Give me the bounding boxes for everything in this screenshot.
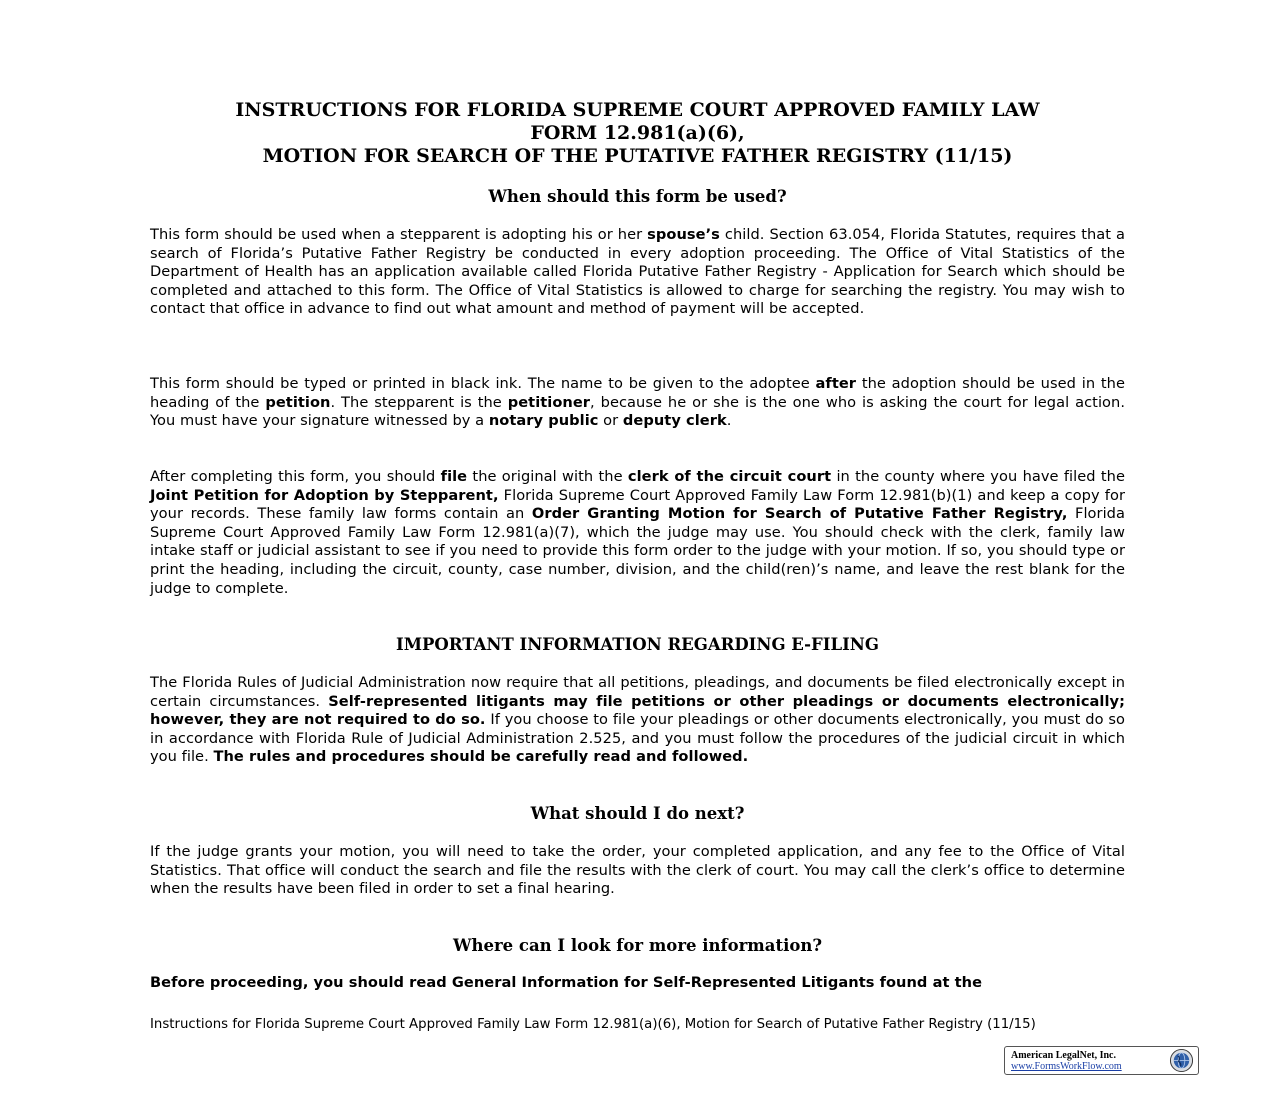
title-line-3: MOTION FOR SEARCH OF THE PUTATIVE FATHER REGISTRY (11/15) (262, 145, 1013, 167)
logo-website-link[interactable]: www.FormsWorkFlow.com (1011, 1061, 1122, 1072)
paragraph-what-next: If the judge grants your motion, you will need to take the order, your completed application, and any fee to the Office of Vital Statistics. That office will conduct the search and file the results with the clerk of court. You may call the clerk’s office to determine when the results have been filed in order to set a final hearing. (150, 843, 1125, 898)
document-title (150, 99, 1125, 168)
title-line-1: INSTRUCTIONS FOR FLORIDA SUPREME COURT APPROVED FAMILY LAW (235, 99, 1040, 121)
page-footer: Instructions for Florida Supreme Court Approved Family Law Form 12.981(a)(6), Motion for Search of Putative Father Registry (11/15) (150, 1017, 1036, 1032)
globe-icon (1169, 1048, 1194, 1073)
logo-company-name: American LegalNet, Inc. (1011, 1050, 1116, 1061)
american-legalnet-logo[interactable] (1004, 1046, 1199, 1075)
title-line-2: FORM 12.981(a)(6), (530, 122, 745, 144)
heading-more-information: Where can I look for more information? (452, 936, 823, 955)
paragraph-filing-instructions: After completing this form, you should file the original with the clerk of the circuit court in the county where you have filed the Joint Petition for Adoption by Stepparent, Florida Supreme Court Approved Family Law Form 12.981(b)(1) and keep a copy for your records. These family law forms contain an Order Granting Motion for Search of Putative Father Registry, Florida Supreme Court Approved Family Law Form 12.981(a)(7), which the judge may use. You should check with the clerk, family law intake staff or judicial assistant to see if you need to provide this form order to the judge with your motion. If so, you should type or print the heading, including the circuit, county, case number, division, and the child(ren)’s name, and leave the rest blank for the judge to complete. (150, 468, 1125, 597)
heading-what-next: What should I do next? (530, 804, 745, 823)
heading-efiling: IMPORTANT INFORMATION REGARDING E-FILING (396, 635, 879, 654)
heading-when-used: When should this form be used? (488, 187, 787, 206)
paragraph-efiling: The Florida Rules of Judicial Administration now require that all petitions, pleadings, and documents be filed electronically except in certain circumstances. Self-represented litigants may file petitions or other pleadings or documents electronically; however, they are not required to do so. If you choose to file your pleadings or other documents electronically, you must do so in accordance with Florida Rule of Judicial Administration 2.525, and you must follow the procedures of the judicial circuit in which you file. The rules and procedures should be carefully read and followed. (150, 674, 1125, 766)
paragraph-typing-instructions: This form should be typed or printed in black ink. The name to be given to the adoptee after the adoption should be used in the heading of the petition. The stepparent is the petitioner, because he or she is the one who is asking the court for legal action. You must have your signature witnessed by a notary public or deputy clerk. (150, 375, 1126, 430)
paragraph-more-information: Before proceeding, you should read General Information for Self-Represented Litigants found at the (150, 974, 983, 991)
paragraph-when-used: This form should be used when a stepparent is adopting his or her spouse’s child. Section 63.054, Florida Statutes, requires that a search of Florida’s Putative Father Registry be conducted in every adoption proceeding. The Office of Vital Statistics of the Department of Health has an application available called Florida Putative Father Registry - Application for Search which should be completed and attached to this form. The Office of Vital Statistics is allowed to charge for searching the registry. You may wish to contact that office in advance to find out what amount and method of payment will be accepted. (150, 226, 1126, 318)
